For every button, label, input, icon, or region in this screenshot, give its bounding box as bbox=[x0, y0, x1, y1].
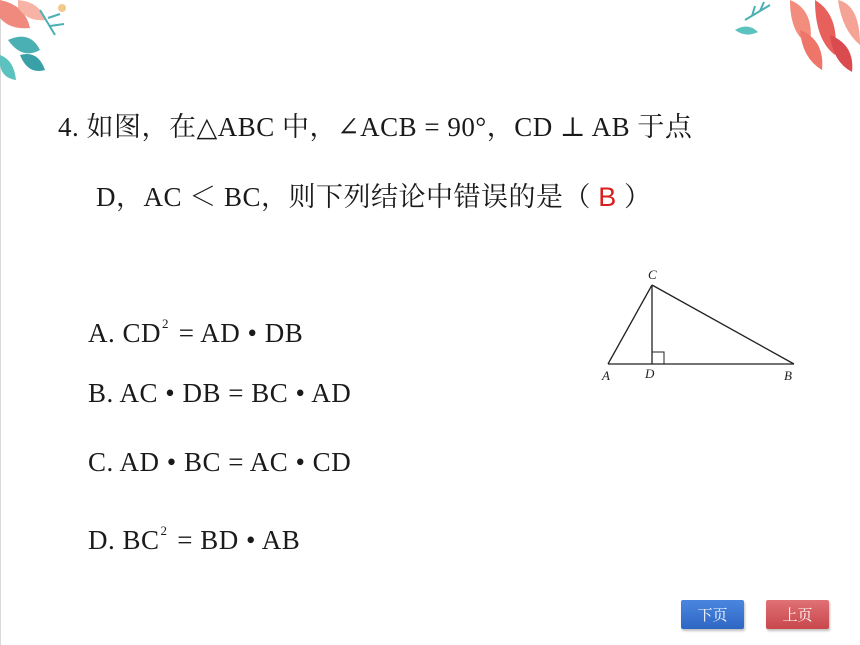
option-c-text: C. AD • BC = AC • CD bbox=[88, 447, 352, 477]
side-ac bbox=[608, 285, 652, 364]
label-b: B bbox=[784, 368, 792, 383]
option-b bbox=[88, 361, 351, 430]
option-c bbox=[88, 430, 351, 499]
next-page-button[interactable]: 下页 bbox=[681, 600, 744, 629]
question-line-1: 4. 如图，在△ABC 中，∠ACB = 90°，CD ⊥ AB 于点 bbox=[58, 112, 693, 142]
question-line-2-text: D，AC ＜ BC，则下列结论中错误的是（ bbox=[96, 182, 599, 212]
page-border bbox=[0, 0, 1, 645]
answer-mark: B bbox=[598, 182, 617, 212]
label-c: C bbox=[648, 267, 657, 282]
option-d-rest: = BD • AB bbox=[170, 525, 301, 555]
right-angle-mark bbox=[652, 352, 664, 364]
leaf-decoration-right bbox=[730, 0, 860, 75]
leaf-decoration-left bbox=[0, 0, 80, 90]
option-a-exponent: 2 bbox=[162, 316, 169, 331]
option-a-rest: = AD • DB bbox=[171, 318, 304, 348]
option-b-text: B. AC • DB = BC • AD bbox=[88, 378, 352, 408]
option-d-exponent: 2 bbox=[160, 523, 168, 538]
option-a bbox=[88, 292, 351, 361]
triangle-figure bbox=[596, 262, 806, 392]
question-line-2-close: ） bbox=[616, 182, 652, 212]
previous-page-button[interactable]: 上页 bbox=[766, 600, 829, 629]
question-block bbox=[58, 92, 828, 232]
question-line-2 bbox=[58, 162, 828, 232]
side-bc bbox=[652, 285, 794, 364]
options-list bbox=[88, 292, 351, 568]
option-a-text: A. CD bbox=[88, 318, 162, 348]
option-d-text: D. BC bbox=[88, 525, 160, 555]
option-d bbox=[88, 499, 351, 568]
label-a: A bbox=[602, 368, 610, 383]
label-d: D bbox=[645, 366, 655, 381]
